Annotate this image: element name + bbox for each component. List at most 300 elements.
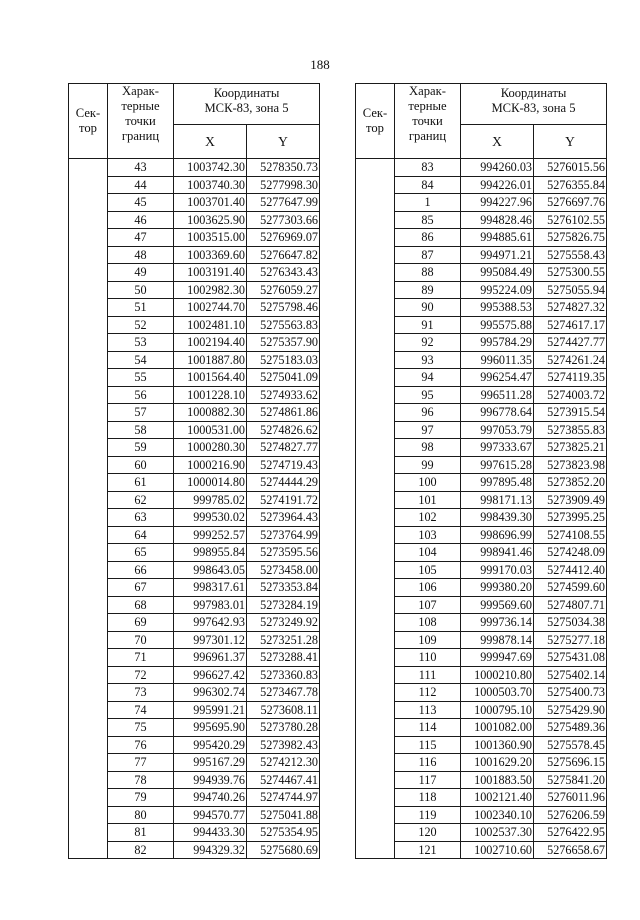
y-coordinate-cell: 5274191.72	[247, 491, 320, 509]
sector-cell	[356, 719, 395, 737]
x-coordinate-cell: 996254.47	[461, 369, 534, 387]
header-y: Y	[247, 125, 320, 159]
table-row	[356, 736, 607, 754]
point-number-cell: 69	[108, 614, 174, 632]
point-number-cell: 104	[395, 544, 461, 562]
point-number-cell: 109	[395, 631, 461, 649]
coordinates-table-right	[355, 83, 607, 859]
sector-cell	[69, 666, 108, 684]
sector-cell	[356, 421, 395, 439]
table-row	[69, 736, 320, 754]
sector-cell	[356, 229, 395, 247]
y-coordinate-cell: 5273360.83	[247, 666, 320, 684]
y-coordinate-cell: 5276422.95	[534, 824, 607, 842]
y-coordinate-cell: 5274744.97	[247, 789, 320, 807]
y-coordinate-cell: 5275300.55	[534, 264, 607, 282]
point-number-cell: 95	[395, 386, 461, 404]
table-row	[69, 789, 320, 807]
x-coordinate-cell: 1003740.30	[174, 176, 247, 194]
table-row	[356, 561, 607, 579]
y-coordinate-cell: 5273780.28	[247, 719, 320, 737]
table-row	[356, 526, 607, 544]
sector-cell	[356, 281, 395, 299]
sector-cell	[356, 456, 395, 474]
x-coordinate-cell: 998643.05	[174, 561, 247, 579]
point-number-cell: 66	[108, 561, 174, 579]
y-coordinate-cell: 5275489.36	[534, 719, 607, 737]
x-coordinate-cell: 999170.03	[461, 561, 534, 579]
y-coordinate-cell: 5273823.98	[534, 456, 607, 474]
y-coordinate-cell: 5276969.07	[247, 229, 320, 247]
point-number-cell: 86	[395, 229, 461, 247]
point-number-cell: 97	[395, 421, 461, 439]
sector-cell	[69, 404, 108, 422]
x-coordinate-cell: 1000795.10	[461, 701, 534, 719]
sector-cell	[356, 159, 395, 177]
sector-cell	[356, 649, 395, 667]
table-row	[356, 421, 607, 439]
table-row	[69, 824, 320, 842]
table-row	[69, 491, 320, 509]
point-number-cell: 121	[395, 841, 461, 859]
sector-cell	[69, 614, 108, 632]
y-coordinate-cell: 5273915.54	[534, 404, 607, 422]
x-coordinate-cell: 997895.48	[461, 474, 534, 492]
y-coordinate-cell: 5276647.82	[247, 246, 320, 264]
x-coordinate-cell: 1002481.10	[174, 316, 247, 334]
y-coordinate-cell: 5275402.14	[534, 666, 607, 684]
sector-cell	[356, 194, 395, 212]
x-coordinate-cell: 999530.02	[174, 509, 247, 527]
x-coordinate-cell: 994226.01	[461, 176, 534, 194]
x-coordinate-cell: 997333.67	[461, 439, 534, 457]
y-coordinate-cell: 5275696.15	[534, 754, 607, 772]
table-row	[69, 614, 320, 632]
y-coordinate-cell: 5273284.19	[247, 596, 320, 614]
table-row	[356, 281, 607, 299]
table-row	[69, 544, 320, 562]
table-row	[356, 614, 607, 632]
sector-cell	[356, 596, 395, 614]
x-coordinate-cell: 994828.46	[461, 211, 534, 229]
x-coordinate-cell: 1001887.80	[174, 351, 247, 369]
point-number-cell: 82	[108, 841, 174, 859]
x-coordinate-cell: 997301.12	[174, 631, 247, 649]
point-number-cell: 58	[108, 421, 174, 439]
header-sector	[69, 84, 108, 159]
point-number-cell: 44	[108, 176, 174, 194]
point-number-cell: 54	[108, 351, 174, 369]
point-number-cell: 59	[108, 439, 174, 457]
table-row	[69, 351, 320, 369]
point-number-cell: 46	[108, 211, 174, 229]
table-body-right	[356, 159, 607, 859]
table-row	[69, 596, 320, 614]
sector-cell	[69, 771, 108, 789]
x-coordinate-cell: 1001228.10	[174, 386, 247, 404]
point-number-cell: 45	[108, 194, 174, 212]
header-coordinates-label: Координаты МСК-83, зона 5	[204, 86, 289, 115]
sector-cell	[69, 386, 108, 404]
sector-cell	[356, 491, 395, 509]
point-number-cell: 93	[395, 351, 461, 369]
x-coordinate-cell: 1000216.90	[174, 456, 247, 474]
point-number-cell: 100	[395, 474, 461, 492]
sector-cell	[356, 754, 395, 772]
point-number-cell: 76	[108, 736, 174, 754]
table-row	[356, 596, 607, 614]
y-coordinate-cell: 5274827.32	[534, 299, 607, 317]
point-number-cell: 75	[108, 719, 174, 737]
point-number-cell: 118	[395, 789, 461, 807]
sector-cell	[69, 649, 108, 667]
table-row	[356, 666, 607, 684]
sector-cell	[356, 439, 395, 457]
sector-cell	[356, 404, 395, 422]
table-row	[356, 351, 607, 369]
x-coordinate-cell: 995575.88	[461, 316, 534, 334]
y-coordinate-cell: 5274412.40	[534, 561, 607, 579]
header-points	[108, 84, 174, 159]
header-points-label: Харак- терные точки границ	[408, 84, 447, 143]
y-coordinate-cell: 5274108.55	[534, 526, 607, 544]
y-coordinate-cell: 5274212.30	[247, 754, 320, 772]
sector-cell	[69, 841, 108, 859]
y-coordinate-cell: 5278350.73	[247, 159, 320, 177]
point-number-cell: 53	[108, 334, 174, 352]
y-coordinate-cell: 5273909.49	[534, 491, 607, 509]
sector-cell	[356, 824, 395, 842]
sector-cell	[356, 789, 395, 807]
table-body-left	[69, 159, 320, 859]
y-coordinate-cell: 5275578.45	[534, 736, 607, 754]
header-points	[395, 84, 461, 159]
sector-cell	[69, 281, 108, 299]
point-number-cell: 57	[108, 404, 174, 422]
sector-cell	[69, 299, 108, 317]
point-number-cell: 43	[108, 159, 174, 177]
sector-cell	[356, 369, 395, 387]
x-coordinate-cell: 995167.29	[174, 754, 247, 772]
y-coordinate-cell: 5273852.20	[534, 474, 607, 492]
table-row	[69, 649, 320, 667]
y-coordinate-cell: 5275400.73	[534, 684, 607, 702]
sector-cell	[69, 176, 108, 194]
x-coordinate-cell: 1001629.20	[461, 754, 534, 772]
table-row	[69, 334, 320, 352]
y-coordinate-cell: 5275055.94	[534, 281, 607, 299]
sector-cell	[69, 439, 108, 457]
y-coordinate-cell: 5274248.09	[534, 544, 607, 562]
y-coordinate-cell: 5274826.62	[247, 421, 320, 439]
y-coordinate-cell: 5276102.55	[534, 211, 607, 229]
table-row	[356, 474, 607, 492]
sector-cell	[69, 334, 108, 352]
sector-cell	[69, 456, 108, 474]
x-coordinate-cell: 1003191.40	[174, 264, 247, 282]
table-row	[69, 404, 320, 422]
x-coordinate-cell: 999736.14	[461, 614, 534, 632]
point-number-cell: 71	[108, 649, 174, 667]
header-coordinates	[174, 84, 320, 125]
sector-cell	[356, 509, 395, 527]
table-row	[69, 631, 320, 649]
x-coordinate-cell: 999878.14	[461, 631, 534, 649]
header-y: Y	[534, 125, 607, 159]
table-row	[69, 841, 320, 859]
y-coordinate-cell: 5276343.43	[247, 264, 320, 282]
sector-cell	[69, 474, 108, 492]
x-coordinate-cell: 998941.46	[461, 544, 534, 562]
sector-cell	[356, 771, 395, 789]
x-coordinate-cell: 995224.09	[461, 281, 534, 299]
table-row	[356, 841, 607, 859]
y-coordinate-cell: 5273982.43	[247, 736, 320, 754]
table-row	[356, 719, 607, 737]
table-row	[356, 264, 607, 282]
table-row	[356, 684, 607, 702]
sector-cell	[69, 246, 108, 264]
y-coordinate-cell: 5277647.99	[247, 194, 320, 212]
table-row	[356, 754, 607, 772]
x-coordinate-cell: 1001883.50	[461, 771, 534, 789]
x-coordinate-cell: 998696.99	[461, 526, 534, 544]
header-x: X	[461, 125, 534, 159]
sector-cell	[69, 824, 108, 842]
table-row	[69, 509, 320, 527]
table-row	[69, 666, 320, 684]
point-number-cell: 110	[395, 649, 461, 667]
y-coordinate-cell: 5274467.41	[247, 771, 320, 789]
coordinates-table-left	[68, 83, 320, 859]
point-number-cell: 112	[395, 684, 461, 702]
point-number-cell: 65	[108, 544, 174, 562]
table-row	[69, 281, 320, 299]
table-row	[69, 439, 320, 457]
header-x: X	[174, 125, 247, 159]
table-row	[356, 211, 607, 229]
sector-cell	[356, 701, 395, 719]
y-coordinate-cell: 5273595.56	[247, 544, 320, 562]
table-row	[69, 561, 320, 579]
x-coordinate-cell: 997642.93	[174, 614, 247, 632]
x-coordinate-cell: 1002982.30	[174, 281, 247, 299]
point-number-cell: 114	[395, 719, 461, 737]
y-coordinate-cell: 5275429.90	[534, 701, 607, 719]
table-row	[69, 159, 320, 177]
x-coordinate-cell: 1003701.40	[174, 194, 247, 212]
point-number-cell: 89	[395, 281, 461, 299]
x-coordinate-cell: 996302.74	[174, 684, 247, 702]
sector-cell	[69, 806, 108, 824]
point-number-cell: 117	[395, 771, 461, 789]
sector-cell	[69, 526, 108, 544]
y-coordinate-cell: 5273964.43	[247, 509, 320, 527]
x-coordinate-cell: 996961.37	[174, 649, 247, 667]
point-number-cell: 84	[395, 176, 461, 194]
y-coordinate-cell: 5273249.92	[247, 614, 320, 632]
sector-cell	[356, 264, 395, 282]
x-coordinate-cell: 994260.03	[461, 159, 534, 177]
table-row	[356, 159, 607, 177]
table-row	[69, 386, 320, 404]
point-number-cell: 1	[395, 194, 461, 212]
y-coordinate-cell: 5273855.83	[534, 421, 607, 439]
point-number-cell: 52	[108, 316, 174, 334]
x-coordinate-cell: 1001564.40	[174, 369, 247, 387]
sector-cell	[69, 701, 108, 719]
sector-cell	[69, 491, 108, 509]
x-coordinate-cell: 1000882.30	[174, 404, 247, 422]
y-coordinate-cell: 5275357.90	[247, 334, 320, 352]
point-number-cell: 120	[395, 824, 461, 842]
header-sector-label: Сек- тор	[362, 106, 388, 135]
sector-cell	[69, 684, 108, 702]
sector-cell	[69, 369, 108, 387]
sector-cell	[356, 246, 395, 264]
point-number-cell: 116	[395, 754, 461, 772]
y-coordinate-cell: 5274261.24	[534, 351, 607, 369]
table-row	[356, 386, 607, 404]
point-number-cell: 73	[108, 684, 174, 702]
sector-cell	[356, 684, 395, 702]
table-row	[356, 299, 607, 317]
table-row	[69, 194, 320, 212]
x-coordinate-cell: 1000014.80	[174, 474, 247, 492]
x-coordinate-cell: 1002194.40	[174, 334, 247, 352]
y-coordinate-cell: 5274861.86	[247, 404, 320, 422]
sector-cell	[69, 211, 108, 229]
y-coordinate-cell: 5276206.59	[534, 806, 607, 824]
x-coordinate-cell: 1003625.90	[174, 211, 247, 229]
x-coordinate-cell: 999569.60	[461, 596, 534, 614]
sector-cell	[69, 194, 108, 212]
sector-cell	[69, 544, 108, 562]
point-number-cell: 62	[108, 491, 174, 509]
point-number-cell: 47	[108, 229, 174, 247]
x-coordinate-cell: 997053.79	[461, 421, 534, 439]
sector-cell	[356, 544, 395, 562]
header-points-label: Харак- терные точки границ	[121, 84, 160, 143]
x-coordinate-cell: 1003742.30	[174, 159, 247, 177]
point-number-cell: 81	[108, 824, 174, 842]
y-coordinate-cell: 5276059.27	[247, 281, 320, 299]
table-row	[69, 264, 320, 282]
sector-cell	[356, 806, 395, 824]
table-row	[356, 456, 607, 474]
table-row	[356, 404, 607, 422]
point-number-cell: 48	[108, 246, 174, 264]
point-number-cell: 63	[108, 509, 174, 527]
table-row	[356, 439, 607, 457]
y-coordinate-cell: 5273764.99	[247, 526, 320, 544]
header-coordinates	[461, 84, 607, 125]
table-row	[69, 299, 320, 317]
x-coordinate-cell: 1002121.40	[461, 789, 534, 807]
x-coordinate-cell: 1000280.30	[174, 439, 247, 457]
table-row	[356, 579, 607, 597]
x-coordinate-cell: 1001082.00	[461, 719, 534, 737]
x-coordinate-cell: 999252.57	[174, 526, 247, 544]
y-coordinate-cell: 5276015.56	[534, 159, 607, 177]
point-number-cell: 94	[395, 369, 461, 387]
point-number-cell: 98	[395, 439, 461, 457]
sector-cell	[356, 579, 395, 597]
point-number-cell: 103	[395, 526, 461, 544]
y-coordinate-cell: 5274003.72	[534, 386, 607, 404]
point-number-cell: 72	[108, 666, 174, 684]
table-row	[356, 824, 607, 842]
table-row	[356, 701, 607, 719]
point-number-cell: 92	[395, 334, 461, 352]
x-coordinate-cell: 1000503.70	[461, 684, 534, 702]
sector-cell	[356, 614, 395, 632]
point-number-cell: 77	[108, 754, 174, 772]
x-coordinate-cell: 1001360.90	[461, 736, 534, 754]
sector-cell	[69, 579, 108, 597]
table-row	[356, 649, 607, 667]
x-coordinate-cell: 998439.30	[461, 509, 534, 527]
x-coordinate-cell: 994433.30	[174, 824, 247, 842]
table-row	[69, 701, 320, 719]
y-coordinate-cell: 5274827.77	[247, 439, 320, 457]
table-row	[69, 246, 320, 264]
y-coordinate-cell: 5275841.20	[534, 771, 607, 789]
table-row	[356, 229, 607, 247]
sector-cell	[69, 159, 108, 177]
y-coordinate-cell: 5273995.25	[534, 509, 607, 527]
sector-cell	[356, 299, 395, 317]
y-coordinate-cell: 5275558.43	[534, 246, 607, 264]
point-number-cell: 119	[395, 806, 461, 824]
x-coordinate-cell: 1002744.70	[174, 299, 247, 317]
point-number-cell: 79	[108, 789, 174, 807]
point-number-cell: 88	[395, 264, 461, 282]
table-row	[69, 316, 320, 334]
x-coordinate-cell: 994740.26	[174, 789, 247, 807]
x-coordinate-cell: 999380.20	[461, 579, 534, 597]
x-coordinate-cell: 995388.53	[461, 299, 534, 317]
table-row	[356, 176, 607, 194]
table-row	[69, 771, 320, 789]
sector-cell	[356, 666, 395, 684]
x-coordinate-cell: 1003515.00	[174, 229, 247, 247]
y-coordinate-cell: 5275798.46	[247, 299, 320, 317]
point-number-cell: 83	[395, 159, 461, 177]
x-coordinate-cell: 1002537.30	[461, 824, 534, 842]
point-number-cell: 64	[108, 526, 174, 544]
table-row	[69, 684, 320, 702]
point-number-cell: 107	[395, 596, 461, 614]
table-row	[69, 806, 320, 824]
y-coordinate-cell: 5274599.60	[534, 579, 607, 597]
header-sector-label: Сек- тор	[75, 106, 101, 135]
table-row	[356, 491, 607, 509]
table-row	[356, 316, 607, 334]
y-coordinate-cell: 5274807.71	[534, 596, 607, 614]
y-coordinate-cell: 5275277.18	[534, 631, 607, 649]
point-number-cell: 56	[108, 386, 174, 404]
y-coordinate-cell: 5274719.43	[247, 456, 320, 474]
page-number: 188	[310, 57, 330, 72]
x-coordinate-cell: 996511.28	[461, 386, 534, 404]
y-coordinate-cell: 5275041.88	[247, 806, 320, 824]
table-row	[356, 334, 607, 352]
sector-cell	[69, 596, 108, 614]
x-coordinate-cell: 1000210.80	[461, 666, 534, 684]
sector-cell	[356, 561, 395, 579]
x-coordinate-cell: 996627.42	[174, 666, 247, 684]
